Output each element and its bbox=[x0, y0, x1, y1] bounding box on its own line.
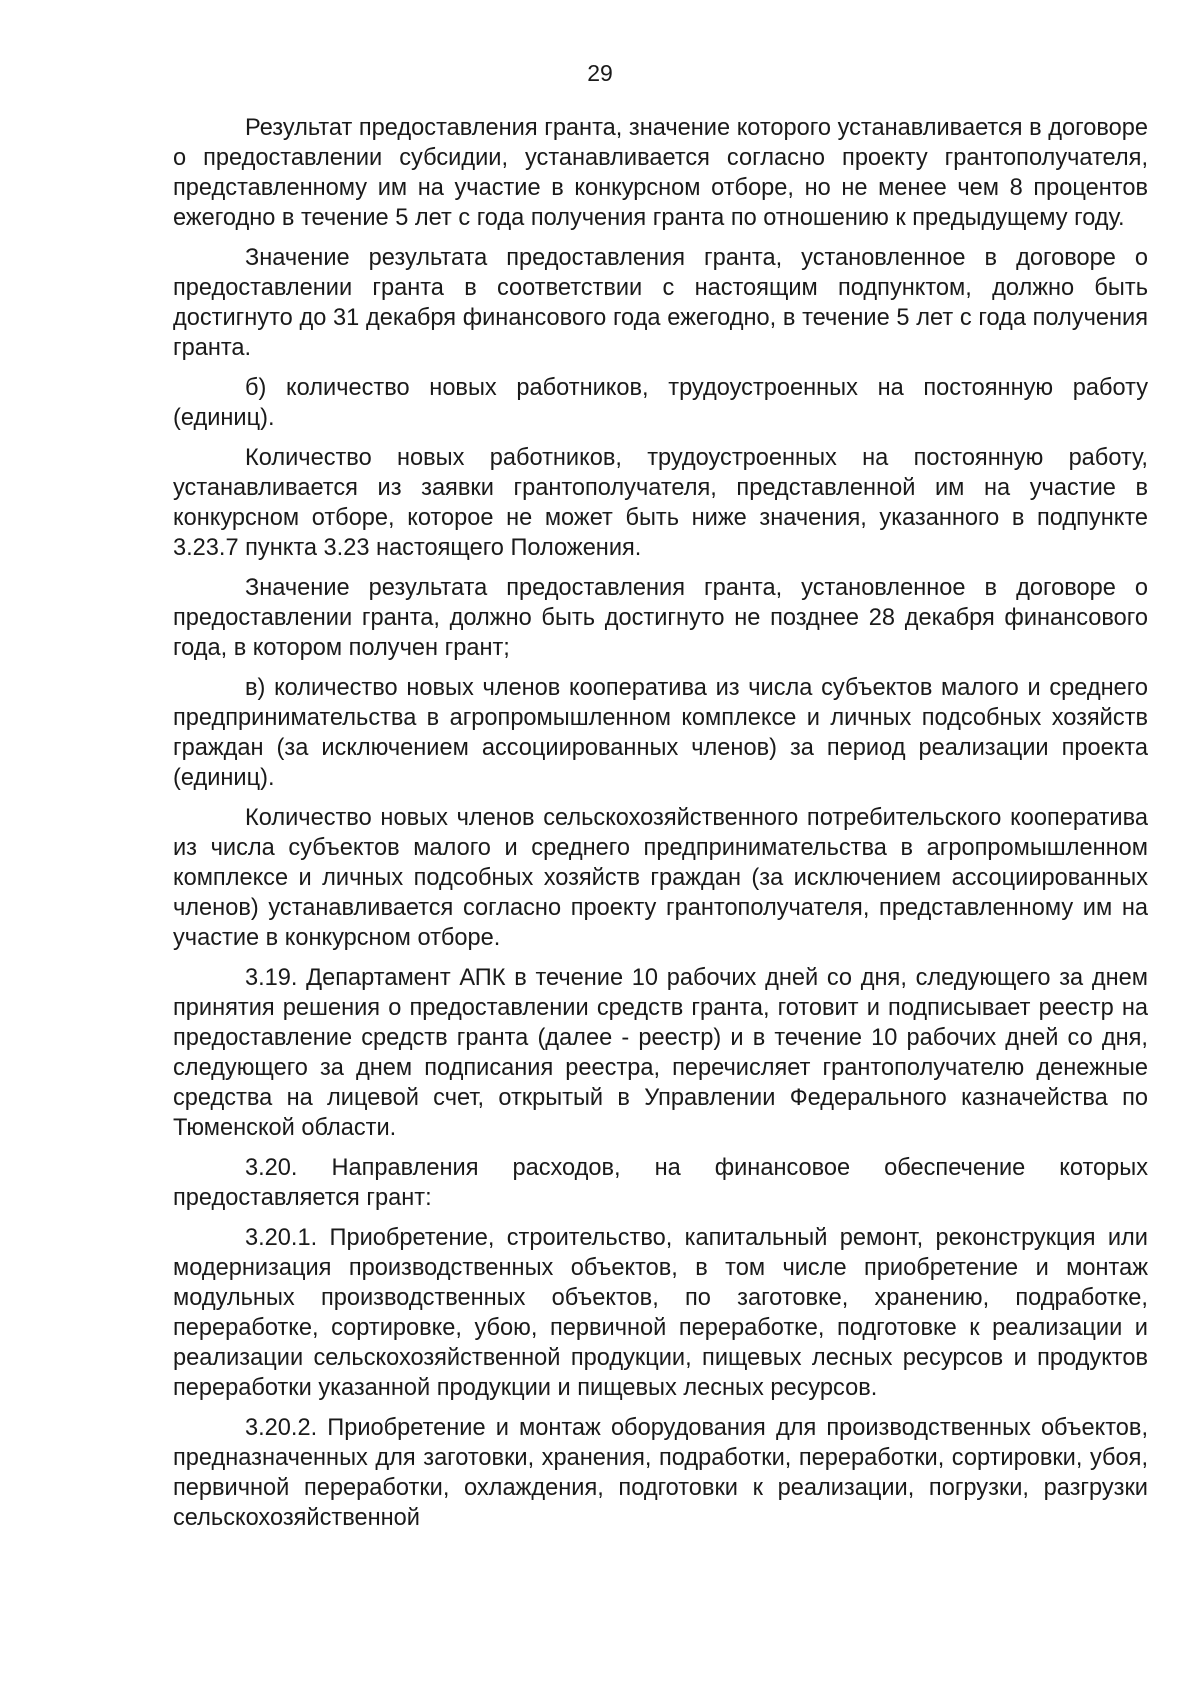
paragraph-3-20: 3.20. Направления расходов, на финансовое обеспечение которых предоставляется грант: bbox=[173, 1155, 1148, 1211]
paragraph-new-workers: Количество новых работников, трудоустроенных на постоянную работу, устанавливается из заявки грантополучателя, представленной им на участие в конкурсном отборе, которое не может быть ниже значения, указанного в подпункте 3.23.7 пункта 3.23 настоящего Положения. bbox=[173, 445, 1148, 561]
paragraph-3-20-2: 3.20.2. Приобретение и монтаж оборудования для производственных объектов, предназначенных для заготовки, хранения, подработки, переработки, сортировки, убоя, первичной переработки, охлаждения, подготовки к реализации, погрузки, разгрузки сельскохозяйственной bbox=[173, 1415, 1148, 1531]
paragraph-3-20-1: 3.20.1. Приобретение, строительство, капитальный ремонт, реконструкция или модернизация производственных объектов, в том числе приобретение и монтаж модульных производственных объектов, по заготовке, хранению, подработке, переработке, сортировке, убою, первичной переработке, подготовке к реализации и реализации сельскохозяйственной продукции, пищевых лесных ресурсов и продуктов переработки указанной продукции и пищевых лесных ресурсов. bbox=[173, 1225, 1148, 1401]
page-number: 29 bbox=[587, 60, 613, 86]
paragraph-result-value: Результат предоставления гранта, значение которого устанавливается в договоре о предоставлении субсидии, устанавливается согласно проекту грантополучателя, представленному им на участие в конкурсном отборе, но не менее чем 8 процентов ежегодно в течение 5 лет с года получения гранта по отношению к предыдущему году. bbox=[173, 115, 1148, 231]
paragraph-3-19: 3.19. Департамент АПК в течение 10 рабочих дней со дня, следующего за днем принятия решения о предоставлении средств гранта, готовит и подписывает реестр на предоставление средств гранта (далее - реестр) и в течение 10 рабочих дней со дня, следующего за днем подписания реестра, перечисляет грантополучателю денежные средства на лицевой счет, открытый в Управлении Федерального казначейства по Тюменской области. bbox=[173, 965, 1148, 1141]
document-body bbox=[173, 113, 1148, 1543]
paragraph-new-members: Количество новых членов сельскохозяйственного потребительского кооператива из числа субъектов малого и среднего предпринимательства в агропромышленном комплексе и личных подсобных хозяйств граждан (за исключением ассоциированных членов) устанавливается согласно проекту грантополучателя, представленному им на участие в конкурсном отборе. bbox=[173, 805, 1148, 951]
paragraph-item-b: б) количество новых работников, трудоустроенных на постоянную работу (единиц). bbox=[173, 375, 1148, 431]
paragraph-result-deadline: Значение результата предоставления гранта, установленное в договоре о предоставлении гранта в соответствии с настоящим подпунктом, должно быть достигнуто до 31 декабря финансового года ежегодно, в течение 5 лет с года получения гранта. bbox=[173, 245, 1148, 361]
paragraph-result-deadline-2: Значение результата предоставления гранта, установленное в договоре о предоставлении гранта, должно быть достигнуто не позднее 28 декабря финансового года, в котором получен грант; bbox=[173, 575, 1148, 661]
paragraph-item-v: в) количество новых членов кооператива из числа субъектов малого и среднего предпринимательства в агропромышленном комплексе и личных подсобных хозяйств граждан (за исключением ассоциированных членов) за период реализации проекта (единиц). bbox=[173, 675, 1148, 791]
